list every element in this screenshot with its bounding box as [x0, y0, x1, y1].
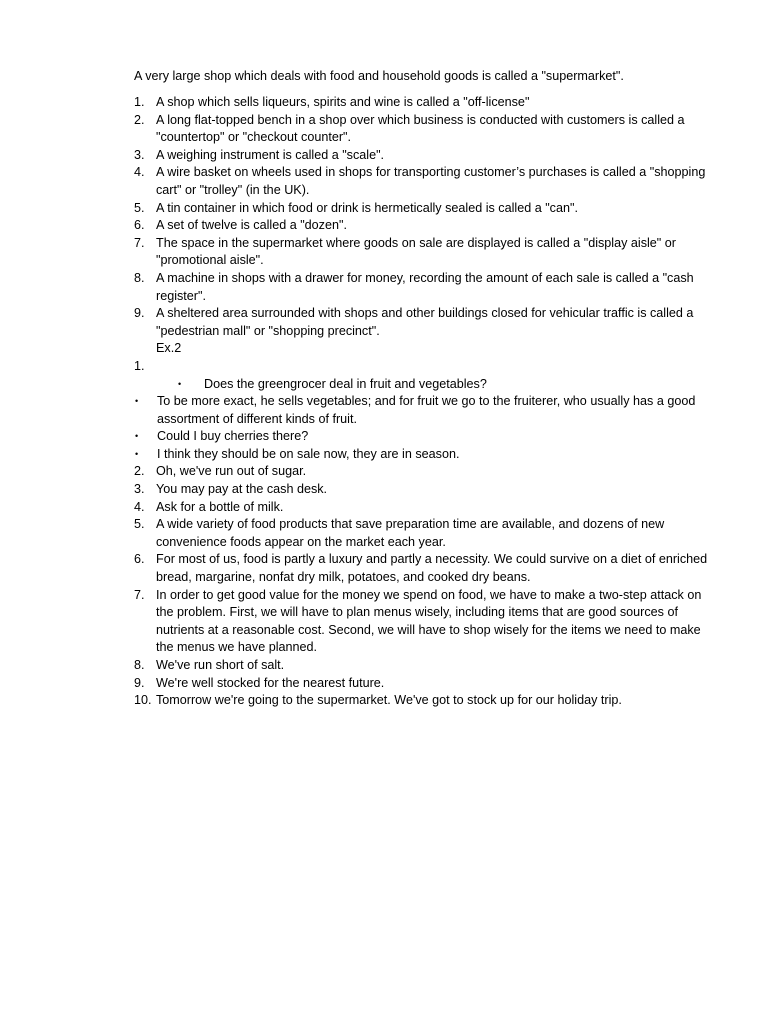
- definition-item: [134, 305, 714, 340]
- sentence-item: [134, 516, 714, 551]
- list-number: 1.: [134, 358, 145, 373]
- list-number: 5.: [134, 200, 145, 215]
- bullet-item: [134, 428, 714, 446]
- sub-bullet-text: Does the greengrocer deal in fruit and vegetables?: [204, 376, 487, 391]
- definition-text: A weighing instrument is called a "scale".: [156, 147, 385, 162]
- definition-text: A set of twelve is called a "dozen".: [156, 218, 347, 233]
- list-number: 2.: [134, 464, 145, 479]
- sentence-item: [134, 692, 714, 710]
- bullet-item: [134, 446, 714, 464]
- sentence-item: [134, 499, 714, 517]
- bullet-icon: •: [178, 378, 182, 389]
- sentence-item: [134, 551, 714, 586]
- sentence-item: [134, 657, 714, 675]
- definition-item: [134, 270, 714, 305]
- sentence-text: Oh, we've run out of sugar.: [156, 464, 307, 479]
- list-number: 3.: [134, 147, 145, 162]
- definition-item: [134, 94, 714, 112]
- definition-text: A shop which sells liqueurs, spirits and wine is called a "off-license": [156, 95, 530, 109]
- sentence-text: For most of us, food is partly a luxury and partly a necessity. We could survive on a diet of enriched bread, margarine, nonfat dry milk, potatoes, and cooked dry beans.: [156, 552, 708, 585]
- list-number: 4.: [134, 165, 145, 180]
- sentence-text: A wide variety of food products that save preparation time are available, and dozens of new convenience foods appear on the market each year.: [156, 517, 665, 549]
- list-number: 2.: [134, 112, 145, 127]
- definition-text: A wire basket on wheels used in shops for transporting customer’s purchases is called a "shopping cart" or "trolley" (in the UK).: [156, 165, 706, 197]
- bullet-icon: •: [135, 448, 139, 459]
- list-number: 3.: [134, 482, 145, 497]
- definition-text: A machine in shops with a drawer for money, recording the amount of each sale is called a "cash register".: [156, 270, 694, 303]
- bullet-text: Could I buy cherries there?: [157, 429, 309, 444]
- definition-text: A sheltered area surrounded with shops and other buildings closed for vehicular traffic is called a "pedestrian mall" or "shopping precinct".: [156, 306, 694, 338]
- sentence-text: In order to get good value for the money we spend on food, we have to make a two-step attack on the problem. First, we will have to plan menus wisely, including items that are good sources of nutrients at a reasonable cost. Second, we will have to shop wisely for the items we need to make the menus we have planned.: [156, 587, 702, 655]
- definition-item: [134, 164, 714, 199]
- sentence-item: [134, 481, 714, 499]
- bullet-text: I think they should be on sale now, they are in season.: [157, 446, 460, 461]
- list-number: 4.: [134, 499, 145, 514]
- bullet-item: [134, 393, 714, 428]
- definition-item: [134, 147, 714, 165]
- definition-text: A long flat-topped bench in a shop over which business is conducted with customers is called a "countertop" or "checkout counter".: [156, 112, 685, 145]
- list-number: 8.: [134, 658, 145, 672]
- sentence-text: We've run short of salt.: [156, 658, 285, 672]
- list-number: 10.: [134, 693, 152, 708]
- list-number: 8.: [134, 270, 145, 285]
- sentence-text: We're well stocked for the nearest future.: [156, 675, 385, 690]
- list-number: 6.: [134, 218, 145, 233]
- exercise-label: Ex.2: [156, 341, 182, 356]
- sentence-text: Tomorrow we're going to the supermarket. We've got to stock up for our holiday trip.: [156, 693, 622, 708]
- ex2-first-item: [134, 358, 714, 376]
- document-body: [134, 94, 714, 710]
- bullet-icon: •: [135, 396, 139, 407]
- definition-item: [134, 235, 714, 270]
- definition-item: [134, 112, 714, 147]
- definition-text: A tin container in which food or drink is hermetically sealed is called a "can".: [156, 200, 578, 215]
- list-number: 1.: [134, 95, 145, 109]
- definition-text: The space in the supermarket where goods on sale are displayed is called a "display aisle" or "promotional aisle".: [156, 235, 676, 268]
- list-number: 6.: [134, 552, 145, 567]
- definition-item: [134, 200, 714, 218]
- bullet-text: To be more exact, he sells vegetables; and for fruit we go to the fruiterer, who usually has a good assortment of different kinds of fruit.: [157, 394, 696, 426]
- sentence-item: [134, 463, 714, 481]
- sentence-text: Ask for a bottle of milk.: [156, 499, 284, 514]
- sentence-item: [134, 675, 714, 693]
- list-number: 9.: [134, 306, 145, 321]
- sentence-item: [134, 587, 714, 657]
- sub-bullet-item: [134, 376, 714, 394]
- definition-item: [134, 217, 714, 235]
- list-number: 5.: [134, 517, 145, 532]
- bullet-icon: •: [135, 431, 139, 442]
- sentence-text: You may pay at the cash desk.: [156, 482, 328, 497]
- list-number: 7.: [134, 587, 145, 602]
- list-number: 9.: [134, 675, 145, 690]
- intro-text: A very large shop which deals with food and household goods is called a "supermarket".: [134, 69, 624, 83]
- list-number: 7.: [134, 235, 145, 250]
